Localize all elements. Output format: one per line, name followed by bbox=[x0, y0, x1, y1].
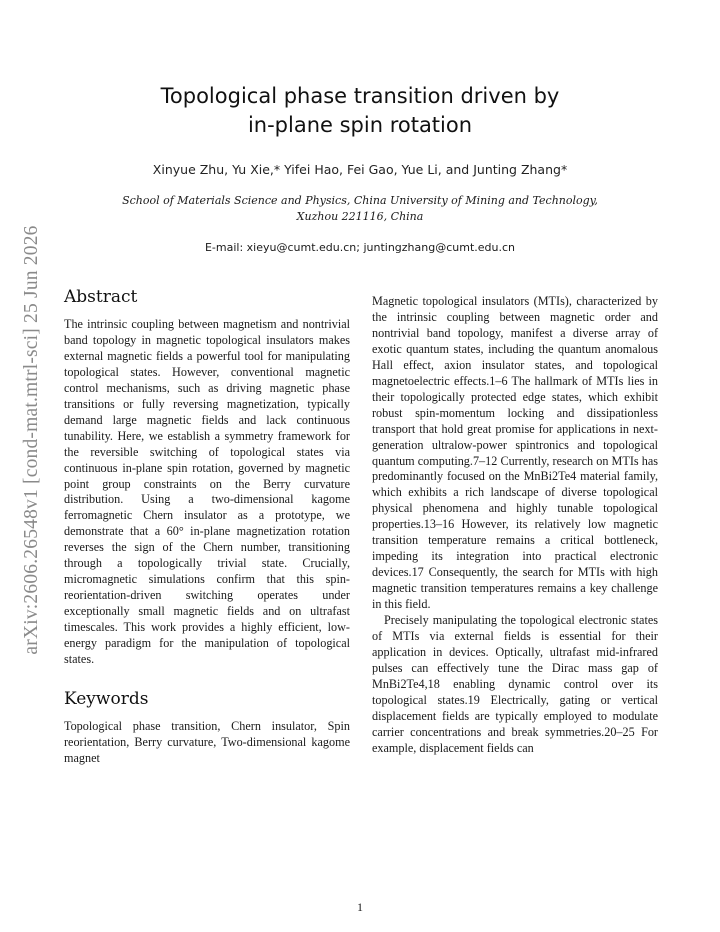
right-column bbox=[372, 294, 658, 757]
keywords-heading: Keywords bbox=[64, 688, 149, 709]
arxiv-identifier: arXiv:2606.26548v1 [cond-mat.mtrl-sci] 25 Jun 2026 bbox=[21, 225, 42, 655]
intro-paragraph-1: Magnetic topological insulators (MTIs), characterized by the intrinsic coupling between magnetic order and nontrivial band topology, manifest a diverse array of exotic quantum states, including the quantum anomalous Hall effect, axion insulator states, and topological magnetoelectric effects.1–6 The hallmark of MTIs lies in their topologically protected edge states, which exhibit robust spin-momentum locking and dissipationless transport that hold great promise for applications in next-generation ultralow-power spintronics and topological quantum computing.7–12 Currently, research on MTIs has predominantly focused on the MnBi2Te4 material family, which exhibits a rich landscape of diverse topological physical phenomena and highly tunable topological properties.13–16 However, its relatively low magnetic transition temperature remains a critical bottleneck, impeding its integration into practical electronic devices.17 Consequently, the search for MTIs with high magnetic transition temperatures remains a key challenge in this field. bbox=[372, 294, 658, 612]
intro-paragraph-2: Precisely manipulating the topological electronic states of MTIs via external fields is essential for their application in devices. Optically, ultrafast mid-infrared pulses can effectively tune the Dirac mass gap of MnBi2Te4,18 enabling dynamic control over its topological states.19 Electrically, gating or vertical displacement fields are typically employed to modulate carrier concentrations and break symmetries.20–25 For example, displacement fields can bbox=[372, 613, 658, 755]
affiliation-line-2: Xuzhou 221116, China bbox=[296, 210, 424, 223]
abstract-heading: Abstract bbox=[64, 287, 138, 307]
title-line-1: Topological phase transition driven by bbox=[160, 84, 560, 108]
paper-title bbox=[60, 82, 660, 140]
arxiv-sidebar bbox=[14, 205, 50, 675]
affiliation bbox=[90, 193, 630, 225]
affiliation-line-1: School of Materials Science and Physics, China University of Mining and Technology, bbox=[122, 194, 598, 207]
author-list: Xinyue Zhu, Yu Xie,* Yifei Hao, Fei Gao, Yue Li, and Junting Zhang* bbox=[152, 162, 568, 177]
page-number: 1 bbox=[357, 900, 363, 914]
contact-email: E-mail: xieyu@cumt.edu.cn; juntingzhang@cumt.edu.cn bbox=[204, 241, 516, 254]
abstract-text: The intrinsic coupling between magnetism and nontrivial band topology in magnetic topological insulators makes external magnetic fields a powerful tool for manipulating topological states. However, conventional magnetic control mechanisms, such as driving magnetic phase transitions or fully reversing magnetization, typically demand large magnetic fields and lack continuous tunability. Here, we establish a symmetry framework for the reversible switching of topological states via continuous in-plane spin rotation, governed by magnetic point group constraints on the Berry curvature distribution. Using a two-dimensional kagome ferromagnetic Chern insulator as a prototype, we demonstrate that a 60° in-plane magnetization rotation reverses the sign of the Chern number, transitioning through a topologically trivial state. Crucially, micromagnetic simulations confirm that this spin-reorientation-driven switching operates under exceptionally small magnetic fields and on ultrafast timescales. This work provides a highly efficient, low-energy paradigm for the manipulation of topological states. bbox=[64, 317, 350, 667]
left-column bbox=[64, 287, 350, 767]
title-line-2: in-plane spin rotation bbox=[247, 113, 473, 137]
keywords-text: Topological phase transition, Chern insulator, Spin reorientation, Berry curvature, Two-dimensional kagome magnet bbox=[64, 718, 350, 765]
